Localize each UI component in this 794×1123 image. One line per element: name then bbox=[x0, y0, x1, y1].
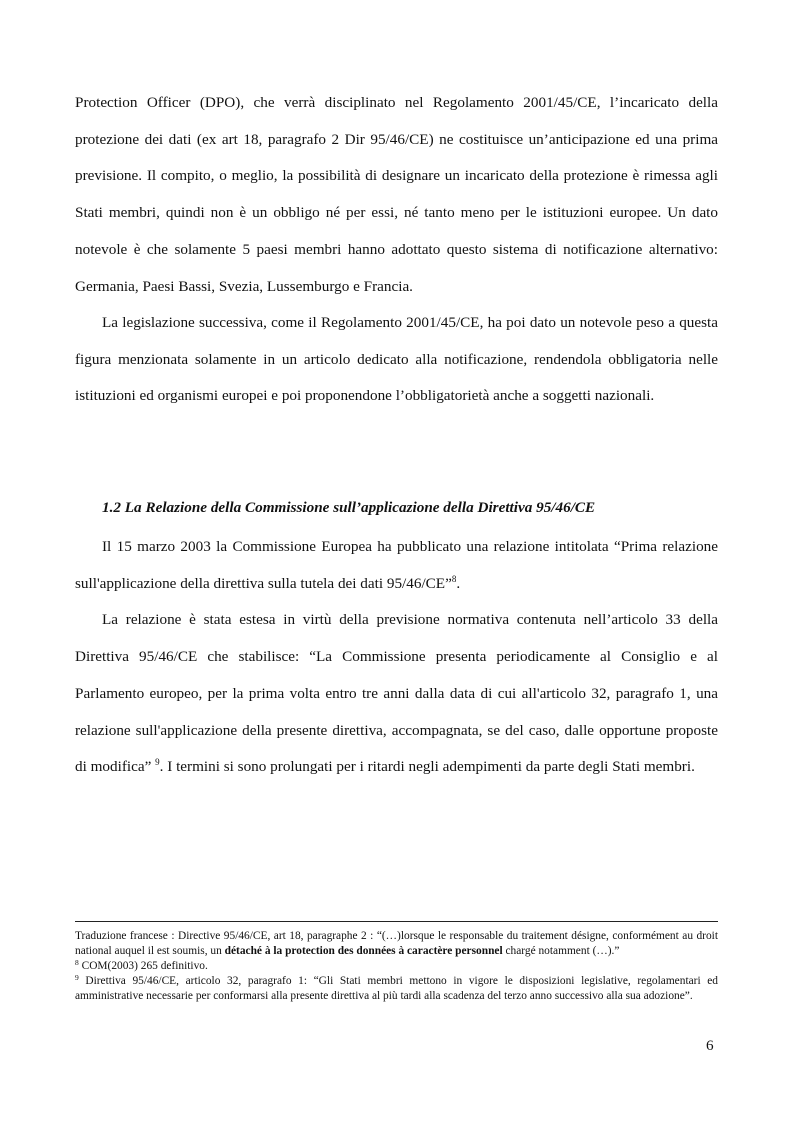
page-number: 6 bbox=[706, 1037, 714, 1054]
paragraph-articolo-33 bbox=[75, 602, 718, 786]
footnote-text: Traduzione francese : Directive 95/46/CE, art 18, paragraphe 2 : “(…)lorsque le responsable du traitement désigne, conformément au droit national auquel il est soumis, un bbox=[75, 930, 718, 957]
paragraph-text: La relazione è stata estesa in virtù della previsione normativa contenuta nell’articolo 33 della Direttiva 95/46/CE che stabilisce: “La Commissione presenta periodicamente al Consiglio e al Parlamento europeo, per la prima volta entro tre anni dalla data di cui all'articolo 32, paragrafo 1, una relazione sull'applicazione della presente direttiva, accompagnata, se del caso, dalle opportune proposte di modifica” bbox=[75, 611, 718, 776]
paragraph-dpo: Protection Officer (DPO), che verrà disciplinato nel Regolamento 2001/45/CE, l’incaricato della protezione dei dati (ex art 18, paragrafo 2 Dir 95/46/CE) ne costituisce un’anticipazione ed una prima previsione. Il compito, o meglio, la possibilità di designare un incaricato della protezione è rimessa agli Stati membri, quindi non è un obbligo né per essi, né tanto meno per le istituzioni europee. Un dato notevole è che solamente 5 paesi membri hanno adottato questo sistema di notificazione alternativo: Germania, Paesi Bassi, Svezia, Lussemburgo e Francia. bbox=[75, 94, 718, 295]
footnote-separator bbox=[75, 921, 718, 922]
footnote-9 bbox=[75, 974, 718, 1004]
footnote-text: COM(2003) 265 definitivo. bbox=[78, 960, 208, 972]
footnote-number: 9 bbox=[75, 973, 79, 982]
footnote-8 bbox=[75, 959, 718, 974]
footnote-bold-text: détaché à la protection des données à caractère personnel bbox=[224, 945, 503, 957]
footnote-7 bbox=[75, 929, 718, 959]
paragraph-legislazione: La legislazione successiva, come il Regolamento 2001/45/CE, ha poi dato un notevole peso a questa figura menzionata solamente in un articolo dedicato alla notificazione, rendendola obbligatoria nelle istituzioni ed organismi europei e poi proponendone l’obbligatorietà anche a soggetti nazionali. bbox=[75, 314, 718, 405]
footnote-text-end: chargé notamment (…).” bbox=[502, 945, 620, 957]
body-block-2 bbox=[75, 305, 718, 415]
paragraph-text: Il 15 marzo 2003 la Commissione Europea ha pubblicato una relazione intitolata “Prima relazione sull'applicazione della direttiva sulla tutela dei dati 95/46/CE” bbox=[75, 538, 718, 592]
footnote-number: 8 bbox=[75, 958, 79, 967]
footnote-text: Direttiva 95/46/CE, articolo 32, paragrafo 1: “Gli Stati membri mettono in vigore le disposizioni legislative, regolamentari ed amministrative necessarie per conformarsi alla presente direttiva al più tardi alla scadenza del terzo anno successivo alla sua adozione”. bbox=[75, 975, 718, 1002]
paragraph-relazione-pubblicata bbox=[75, 529, 718, 602]
paragraph-text-end: . I termini si sono prolungati per i ritardi negli adempimenti da parte degli Stati membri. bbox=[159, 758, 695, 776]
footnotes bbox=[75, 929, 718, 1004]
body-block-3 bbox=[75, 529, 718, 786]
footnote-ref-8[interactable]: 8 bbox=[451, 573, 457, 584]
paragraph-text-end: . bbox=[456, 574, 461, 592]
footnote-ref-9[interactable]: 9 bbox=[155, 757, 160, 768]
body-block-1 bbox=[75, 85, 718, 305]
section-heading: 1.2 La Relazione della Commissione sull’applicazione della Direttiva 95/46/CE bbox=[102, 499, 596, 516]
